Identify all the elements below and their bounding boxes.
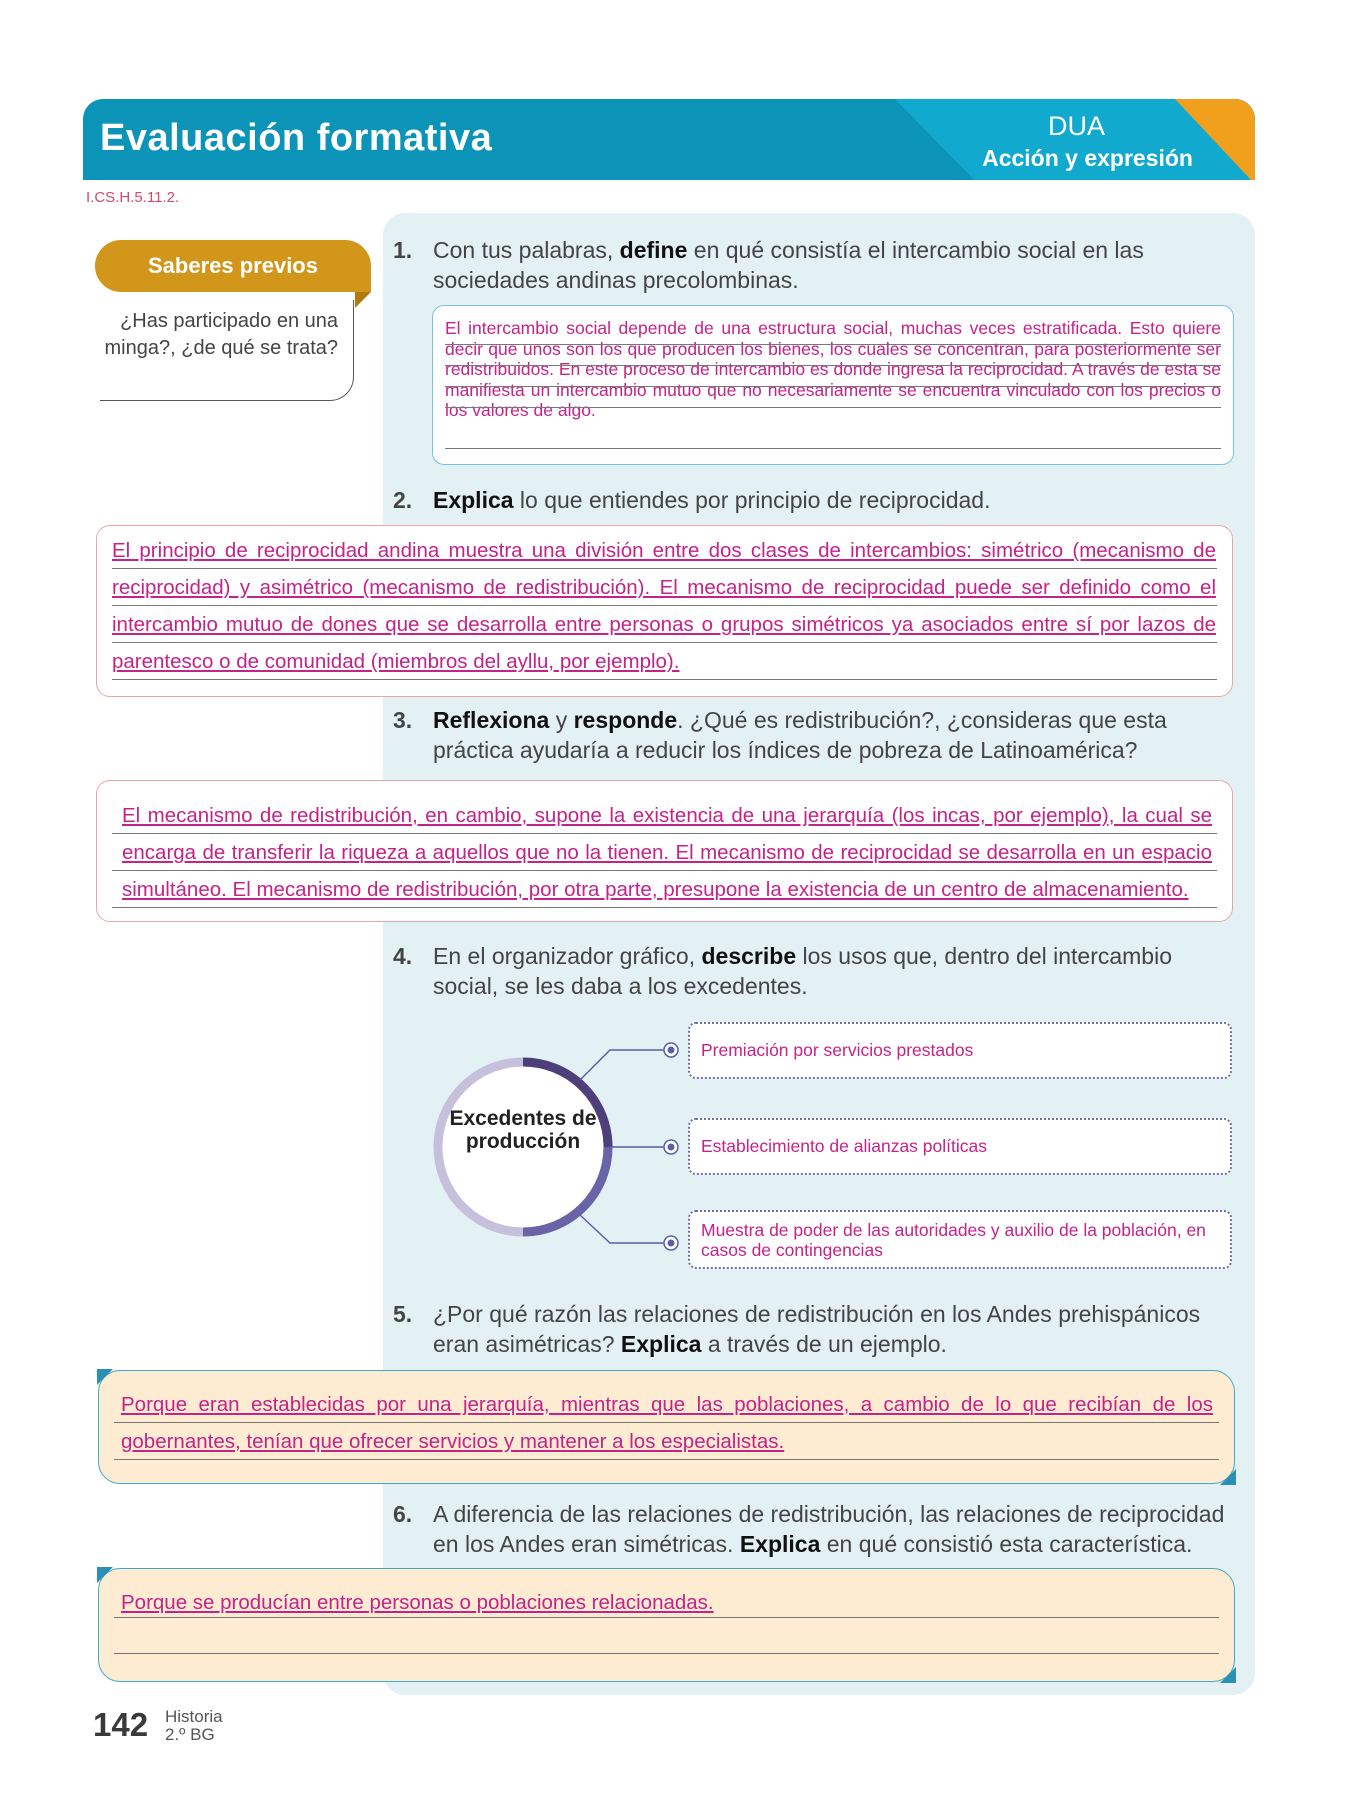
subject-name: Historia <box>165 1707 223 1726</box>
page-title: Evaluación formativa <box>100 117 493 159</box>
question-4: 4. En el organizador gráfico, describe los usos que, dentro del intercambio social, se les daba a los excedentes. <box>393 943 1172 999</box>
question-6: 6. A diferencia de las relaciones de redistribución, las relaciones de reciprocidad en los Andes eran simétricas. Explica en qué consistió esta característica. <box>393 1501 1225 1557</box>
diagram-node-3[interactable] <box>688 1210 1232 1269</box>
question-5: 5. ¿Por qué razón las relaciones de redistribución en los Andes prehispánicos eran asimétricas? Explica a través de un ejemplo. <box>393 1301 1201 1357</box>
answer-box-5[interactable] <box>98 1370 1235 1484</box>
diagram-node-2[interactable] <box>688 1118 1232 1175</box>
saberes-question: ¿Has participado en una minga?, ¿de qué se trata? <box>104 310 338 359</box>
question-number: 1. <box>393 237 413 263</box>
connector-1 <box>580 1050 671 1080</box>
answer-box-1[interactable] <box>432 305 1234 465</box>
answer-6: Porque se producían entre personas o poblaciones relacionadas. <box>121 1591 714 1614</box>
dua-subtitle: Acción y expresión <box>982 145 1193 171</box>
answer-2: El principio de reciprocidad andina muestra una división entre dos clases de intercambios: simétrico (mecanismo de reciprocidad) y asimétrico (mecanismo de redistribución). El mecanismo de reciprocidad puede ser definido como el intercambio mutuo de dones que se desarrolla entre personas o grupos simétricos ya asociados entre sí por lazos de parentesco o de comunidad (miembros del ayllu, por ejemplo). <box>112 539 1216 673</box>
diagram-center-label: Excedentes de producción <box>449 1107 597 1153</box>
question-1: 1. Con tus palabras, define en qué consistía el intercambio social en las sociedades andinas precolombinas. <box>393 237 1144 293</box>
answer-box-2[interactable] <box>96 525 1233 697</box>
dua-label: DUA <box>1047 111 1105 141</box>
page-number: 142 <box>93 1706 149 1743</box>
question-number: 4. <box>393 943 413 969</box>
answer-1: El intercambio social depende de una estructura social, muchas veces estratificada. Esto quiere decir que unos son los que producen los bienes, los cuales se concentran, para posteriormente ser redistribuidos. En este proceso de intercambio es donde ingresa la reciprocidad. A través de esta se manifiesta un intercambio mutuo que no necesariamente se encuentra vinculado con los precios o los valores de algo. <box>445 318 1221 420</box>
question-3: 3. Reflexiona y responde. ¿Qué es redistribución?, ¿consideras que esta práctica ayudaría a reducir los índices de pobreza de Latinoamérica? <box>393 707 1167 763</box>
question-number: 2. <box>393 487 413 513</box>
node-text-1: Premiación por servicios prestados <box>701 1040 974 1060</box>
node-text-3: Muestra de poder de las autoridades y auxilio de la población, en casos de contingencias <box>701 1220 1206 1260</box>
node-text-2: Establecimiento de alianzas políticas <box>701 1136 987 1156</box>
answer-5: Porque eran establecidas por una jerarquía, mientras que las poblaciones, a cambio de lo que recibían de los gobernantes, tenían que ofrecer servicios y mantener a los especialistas. <box>121 1393 1213 1453</box>
question-number: 3. <box>393 707 413 733</box>
question-number: 6. <box>393 1501 413 1527</box>
saberes-tab <box>355 292 371 308</box>
question-2: 2. Explica lo que entiendes por principio de reciprocidad. <box>393 487 991 513</box>
saberes-previos-label: Saberes previos <box>95 240 371 292</box>
answer-box-3[interactable] <box>96 780 1233 922</box>
footer-subject <box>165 1708 223 1744</box>
answer-box-6[interactable] <box>98 1568 1235 1682</box>
question-number: 5. <box>393 1301 413 1327</box>
grade-label: 2.º BG <box>165 1725 215 1744</box>
header-banner <box>83 99 1255 180</box>
connector-3 <box>580 1215 671 1243</box>
diagram-node-1[interactable] <box>688 1022 1232 1079</box>
answer-3: El mecanismo de redistribución, en cambio, supone la existencia de una jerarquía (los incas, por ejemplo), la cual se encarga de transferir la riqueza a aquellos que no la tienen. El mecanismo de reciprocidad se desarrolla en un espacio simultáneo. El mecanismo de redistribución, por otra parte, presupone la existencia de un centro de almacenamiento. <box>122 804 1212 901</box>
indicator-code: I.CS.H.5.11.2. <box>86 189 180 206</box>
